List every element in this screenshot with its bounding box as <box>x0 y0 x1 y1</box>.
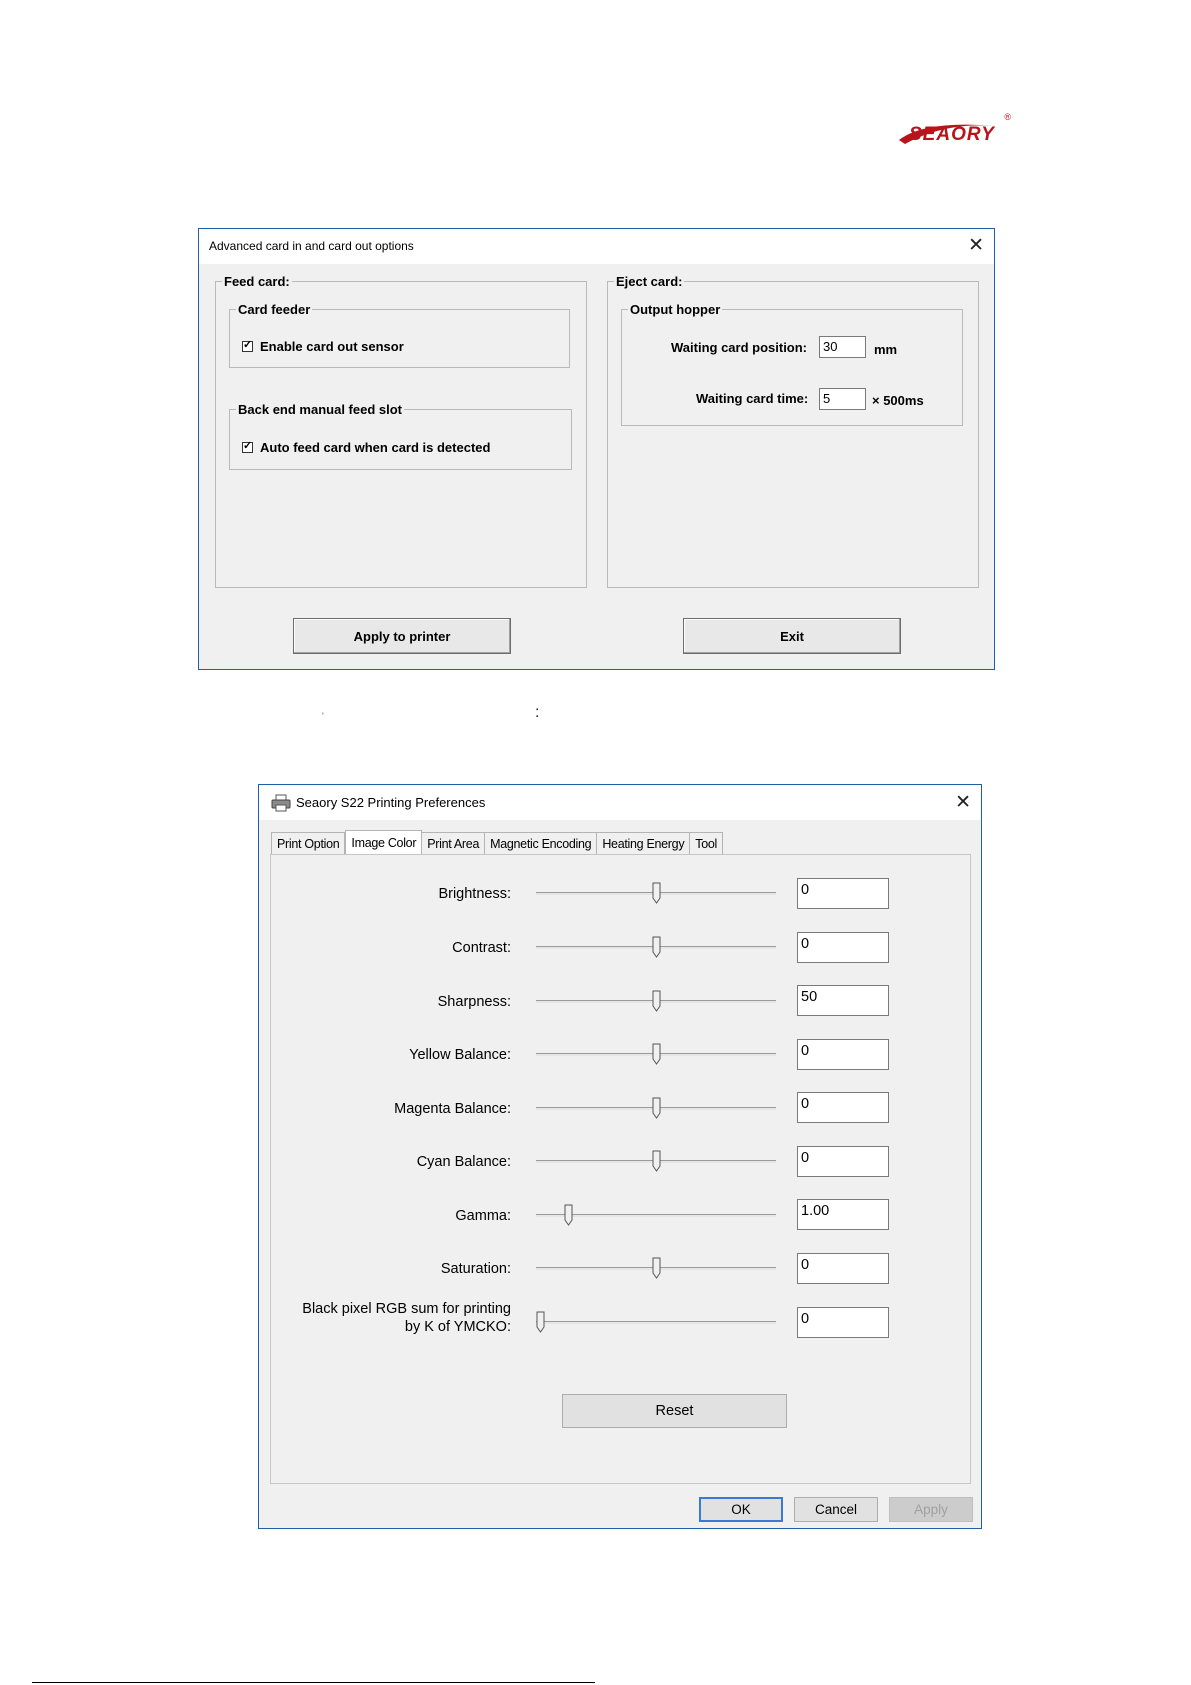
dialog-title: Seaory S22 Printing Preferences <box>296 795 486 810</box>
logo-text: SEAORY <box>909 124 995 145</box>
eject-card-legend: Eject card: <box>616 274 683 289</box>
black-pixel-rgb-input[interactable]: 0 <box>797 1307 889 1338</box>
auto-feed-card-checkbox[interactable] <box>242 440 490 455</box>
yellow-balance-label: Yellow Balance: <box>409 1047 511 1063</box>
reset-button[interactable]: Reset <box>562 1394 787 1428</box>
brightness-slider[interactable] <box>536 880 776 908</box>
gamma-label: Gamma: <box>455 1208 511 1224</box>
stray-tick-mark: ' <box>322 711 324 721</box>
magenta-balance-slider[interactable] <box>536 1095 776 1123</box>
contrast-input[interactable]: 0 <box>797 932 889 963</box>
sharpness-input[interactable]: 50 <box>797 985 889 1016</box>
brightness-label: Brightness: <box>438 886 511 902</box>
slider-thumb[interactable] <box>652 990 661 1012</box>
advanced-card-options-dialog <box>198 228 995 670</box>
tab-heating-energy[interactable]: Heating Energy <box>597 832 690 854</box>
card-feeder-group <box>229 302 570 368</box>
tab-image-color[interactable]: Image Color <box>345 830 422 855</box>
cancel-button[interactable]: Cancel <box>794 1497 878 1522</box>
sharpness-label: Sharpness: <box>437 994 511 1010</box>
enable-card-out-sensor-checkbox[interactable] <box>242 339 404 354</box>
slider-thumb[interactable] <box>652 1150 661 1172</box>
time-unit-label: × 500ms <box>872 393 924 408</box>
tab-magnetic-encoding[interactable]: Magnetic Encoding <box>485 832 597 854</box>
yellow-balance-slider[interactable] <box>536 1041 776 1069</box>
card-feeder-legend: Card feeder <box>238 302 311 317</box>
contrast-slider[interactable] <box>536 934 776 962</box>
slider-thumb[interactable] <box>652 1097 661 1119</box>
title-bar <box>259 785 981 820</box>
sharpness-slider[interactable] <box>536 988 776 1016</box>
apply-to-printer-button[interactable]: Apply to printer <box>293 618 511 654</box>
checkbox-label: Auto feed card when card is detected <box>260 440 491 455</box>
output-hopper-legend: Output hopper <box>630 302 721 317</box>
brightness-input[interactable]: 0 <box>797 878 889 909</box>
tab-strip <box>271 830 723 854</box>
tab-print-area[interactable]: Print Area <box>422 832 485 854</box>
tab-tool[interactable]: Tool <box>690 832 723 854</box>
magenta-balance-label: Magenta Balance: <box>394 1101 511 1117</box>
gamma-input[interactable]: 1.00 <box>797 1199 889 1230</box>
slider-thumb[interactable] <box>652 1257 661 1279</box>
title-bar <box>199 229 994 264</box>
printing-preferences-dialog <box>258 784 982 1529</box>
seaory-logo <box>895 112 1013 156</box>
waiting-card-position-input[interactable]: 30 <box>819 336 866 358</box>
slider-thumb[interactable] <box>536 1311 545 1333</box>
exit-button[interactable]: Exit <box>683 618 901 654</box>
yellow-balance-input[interactable]: 0 <box>797 1039 889 1070</box>
slider-thumb[interactable] <box>652 882 661 904</box>
cyan-balance-input[interactable]: 0 <box>797 1146 889 1177</box>
printer-icon <box>271 794 291 812</box>
image-color-panel <box>270 854 971 1484</box>
saturation-input[interactable]: 0 <box>797 1253 889 1284</box>
apply-button[interactable]: Apply <box>889 1497 973 1522</box>
back-end-legend: Back end manual feed slot <box>238 402 402 417</box>
black-pixel-rgb-label-line1: Black pixel RGB sum for printing <box>302 1301 511 1317</box>
saturation-label: Saturation: <box>440 1261 511 1277</box>
checkbox-checked-icon[interactable] <box>242 341 253 352</box>
cyan-balance-label: Cyan Balance: <box>416 1154 511 1170</box>
page-footer-rule <box>32 1682 595 1683</box>
back-end-feed-slot-group <box>229 402 572 470</box>
magenta-balance-input[interactable]: 0 <box>797 1092 889 1123</box>
cyan-balance-slider[interactable] <box>536 1148 776 1176</box>
waiting-card-time-input[interactable]: 5 <box>819 388 866 410</box>
feed-card-legend: Feed card: <box>224 274 290 289</box>
dialog-title: Advanced card in and card out options <box>209 239 414 253</box>
checkbox-label: Enable card out sensor <box>260 339 404 354</box>
close-icon[interactable]: ✕ <box>955 792 971 813</box>
waiting-card-time-label: Waiting card time: <box>696 391 809 406</box>
checkbox-checked-icon[interactable] <box>242 442 253 453</box>
black-pixel-rgb-label-line2: by K of YMCKO: <box>404 1319 511 1335</box>
waiting-card-position-label: Waiting card position: <box>671 340 808 355</box>
position-unit-label: mm <box>874 342 898 357</box>
slider-thumb[interactable] <box>564 1204 573 1226</box>
black-pixel-rgb-slider[interactable] <box>536 1309 776 1337</box>
contrast-label: Contrast: <box>452 940 511 956</box>
logo-registered-mark: ® <box>1004 112 1011 122</box>
stray-colon-mark: : <box>535 704 540 721</box>
close-icon[interactable]: ✕ <box>968 235 984 256</box>
gamma-slider[interactable] <box>536 1202 776 1230</box>
ok-button[interactable]: OK <box>699 1497 783 1522</box>
tab-print-option[interactable]: Print Option <box>271 832 345 854</box>
saturation-slider[interactable] <box>536 1255 776 1283</box>
slider-thumb[interactable] <box>652 936 661 958</box>
slider-thumb[interactable] <box>652 1043 661 1065</box>
